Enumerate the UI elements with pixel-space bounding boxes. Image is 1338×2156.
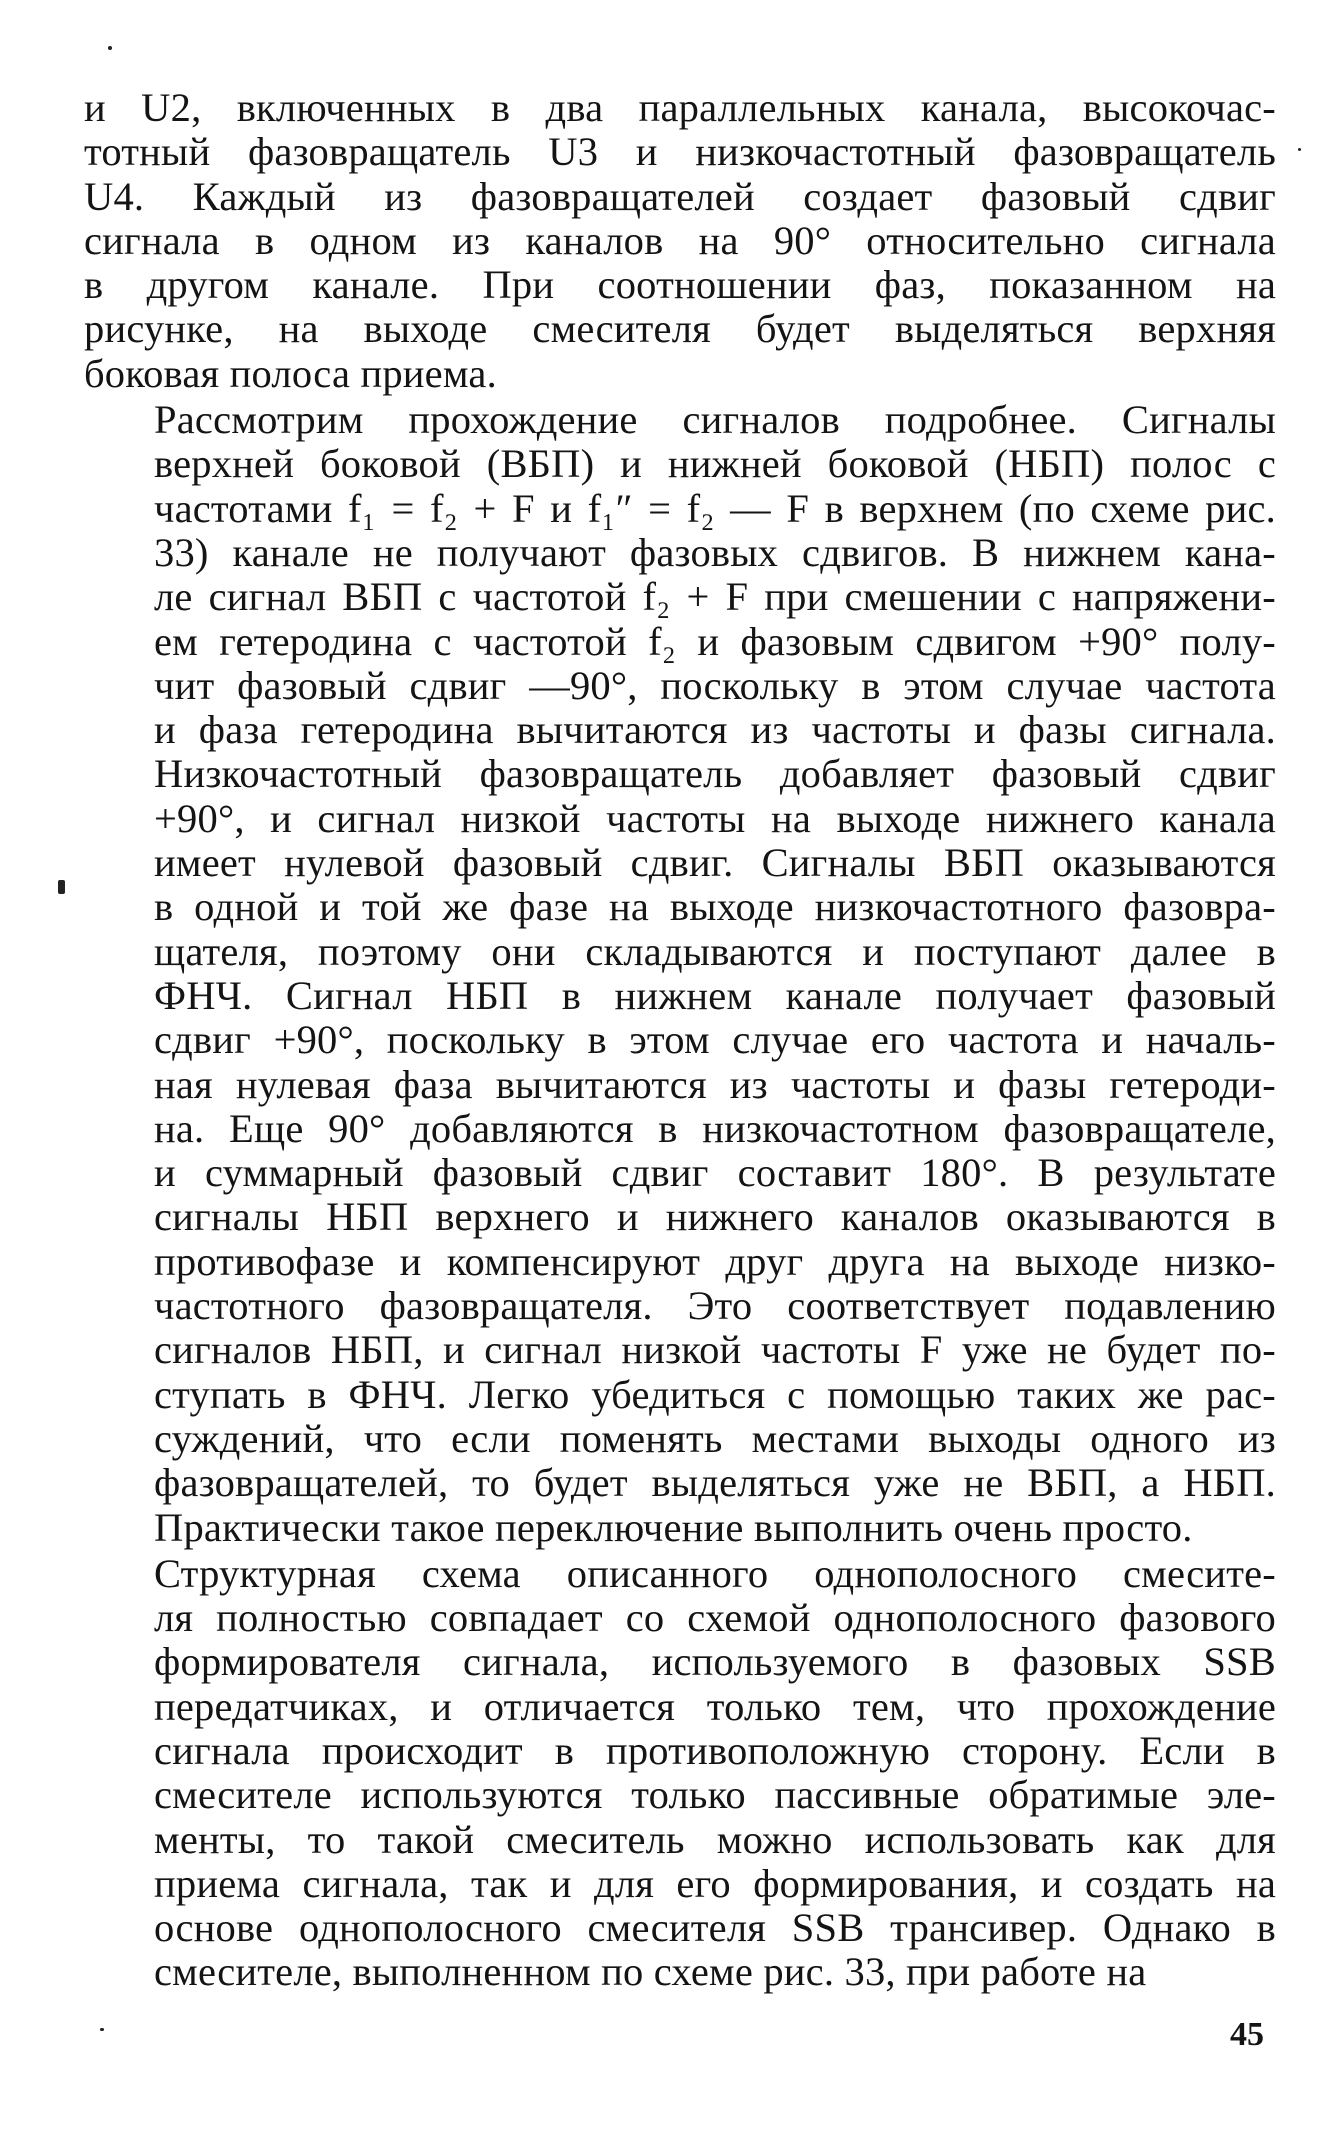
text-line: передатчиках, и отличается только тем, что прохождение	[154, 1683, 1276, 1729]
text-line: тотный фазовращатель U3 и низкочастотный фазовращатель	[84, 129, 1276, 175]
text-line: сигнала в одном из каналов на 90° относительно сигнала	[84, 217, 1276, 263]
text-line: Практически такое переключение выполнить очень просто.	[154, 1504, 1193, 1550]
text-line: сигналы НБП верхнего и нижнего каналов оказываются в	[154, 1194, 1276, 1240]
text-line: Низкочастотный фазовращатель добавляет фазовый сдвиг	[154, 751, 1276, 797]
text-line: сдвиг +90°, поскольку в этом случае его частота и началь-	[154, 1017, 1276, 1063]
text-line: частотного фазовращателя. Это соответствует подавлению	[154, 1283, 1276, 1329]
text-line: Структурная схема описанного однополосного смесите-	[154, 1550, 1276, 1596]
text-line: и U2, включенных в два параллельных канала, высокочас-	[84, 85, 1276, 130]
scan-speck	[1298, 148, 1301, 151]
text-line: частотами f₁ = f₂ + F и f₁″ = f₂ — F в верхнем (по схеме рис.	[154, 485, 1276, 531]
text-line: сигналов НБП, и сигнал низкой частоты F уже не будет по-	[154, 1327, 1276, 1373]
text-line: в другом канале. При соотношении фаз, показанном на	[84, 262, 1276, 308]
book-page	[84, 86, 1276, 1995]
text-line: приема сигнала, так и для его формирования, и создать на	[154, 1860, 1276, 1906]
text-line: имеет нулевой фазовый сдвиг. Сигналы ВБП оказываются	[154, 840, 1276, 886]
text-line: ступать в ФНЧ. Легко убедиться с помощью таких же рас-	[154, 1371, 1276, 1417]
text-line: основе однополосного смесителя SSB трансивер. Однако в	[154, 1905, 1276, 1951]
scan-speck	[58, 880, 65, 894]
text-body	[84, 86, 1276, 1995]
text-line: фазовращателей, то будет выделяться уже не ВБП, а НБП.	[154, 1460, 1276, 1506]
text-line: смесителе, выполненном по схеме рис. 33, при работе на	[154, 1949, 1147, 1995]
text-line: и суммарный фазовый сдвиг составит 180°. В результате	[154, 1150, 1276, 1196]
text-line: U4. Каждый из фазовращателей создает фазовый сдвиг	[84, 173, 1276, 219]
text-line: менты, то такой смеситель можно использовать как для	[154, 1816, 1276, 1862]
scan-speck	[108, 46, 112, 50]
paragraph-1	[84, 86, 1276, 396]
text-line: ФНЧ. Сигнал НБП в нижнем канале получает фазовый	[154, 972, 1276, 1018]
text-line: верхней боковой (ВБП) и нижней боковой (НБП) полос с	[154, 441, 1276, 487]
text-line: ля полностью совпадает со схемой однополосного фазового	[154, 1595, 1276, 1641]
text-line: формирователя сигнала, используемого в фазовых SSB	[154, 1639, 1276, 1685]
text-line: рисунке, на выходе смесителя будет выделяться верхняя	[84, 306, 1276, 352]
paragraph-2	[84, 398, 1276, 1550]
text-line: смесителе используются только пассивные обратимые эле-	[154, 1772, 1276, 1818]
text-line: ная нулевая фаза вычитаются из частоты и фазы гетероди-	[154, 1061, 1276, 1107]
text-line: на. Еще 90° добавляются в низкочастотном фазовращателе,	[154, 1105, 1276, 1151]
text-line: Рассмотрим прохождение сигналов подробнее. Сигналы	[154, 397, 1276, 443]
text-line: 33) канале не получают фазовых сдвигов. В нижнем кана-	[154, 529, 1276, 575]
text-line: боковая полоса приема.	[84, 350, 497, 396]
text-line: щателя, поэтому они складываются и поступают далее в	[154, 928, 1276, 974]
paragraph-3	[84, 1552, 1276, 1995]
text-line: суждений, что если поменять местами выходы одного из	[154, 1415, 1276, 1461]
text-line: чит фазовый сдвиг —90°, поскольку в этом случае частота	[154, 662, 1276, 708]
page-number: 45	[1230, 2016, 1264, 2053]
scan-speck	[100, 2028, 104, 2031]
text-line: в одной и той же фазе на выходе низкочастотного фазовра-	[154, 884, 1276, 930]
text-line: сигнала происходит в противоположную сторону. Если в	[154, 1727, 1276, 1773]
text-line: ем гетеродина с частотой f₂ и фазовым сдвигом +90° полу-	[154, 618, 1276, 664]
text-line: +90°, и сигнал низкой частоты на выходе нижнего канала	[154, 795, 1276, 841]
text-line: ле сигнал ВБП с частотой f₂ + F при смешении с напряжени-	[154, 574, 1276, 620]
text-line: противофазе и компенсируют друг друга на выходе низко-	[154, 1238, 1276, 1284]
text-line: и фаза гетеродина вычитаются из частоты и фазы сигнала.	[154, 707, 1276, 753]
